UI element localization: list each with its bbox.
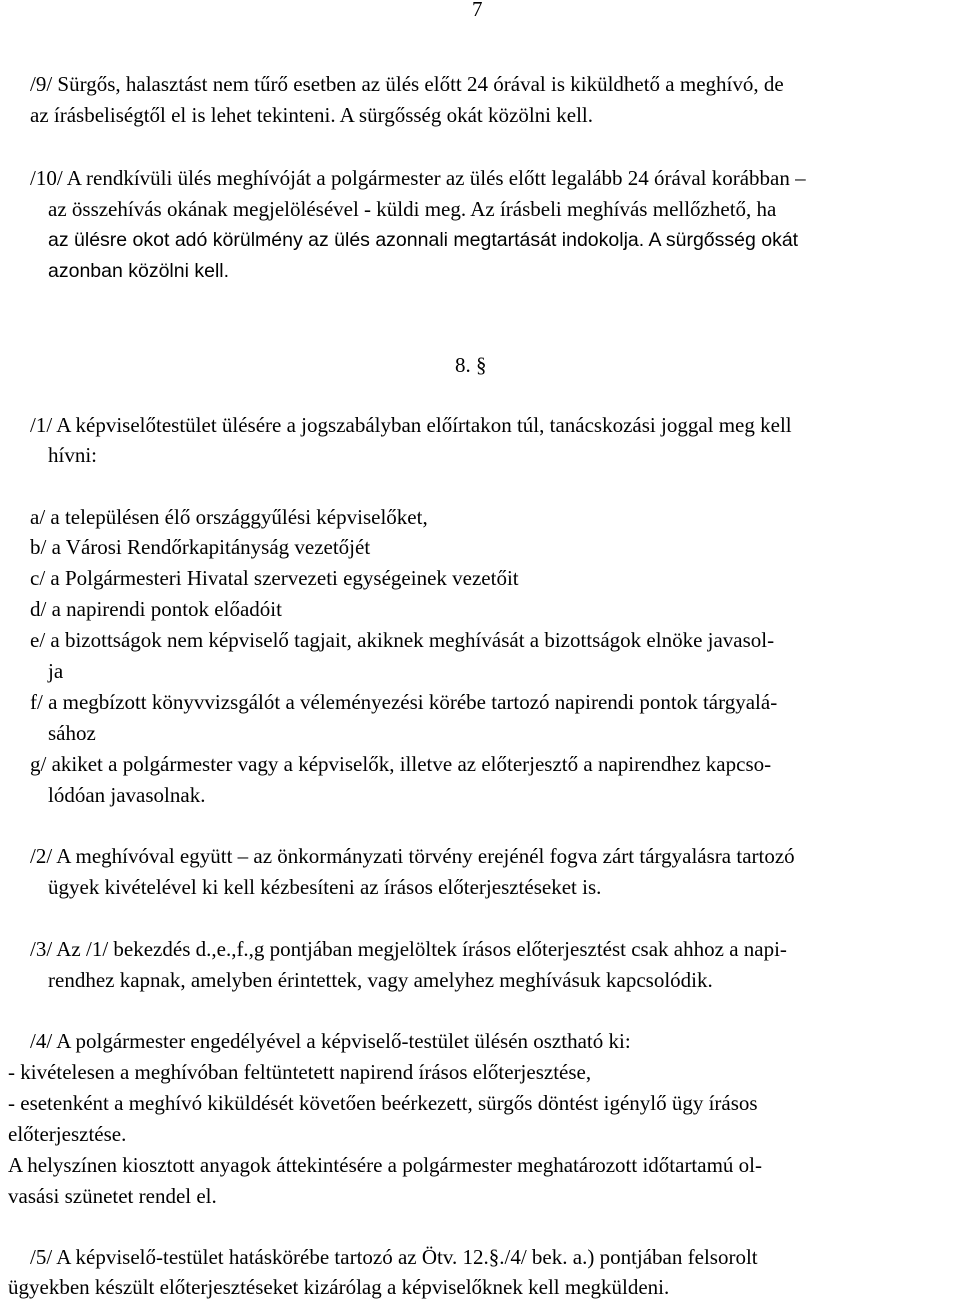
list-item: d/ a napirendi pontok előadóit xyxy=(30,597,282,621)
list-item: b/ a Városi Rendőrkapitányság vezetőjét xyxy=(30,535,371,559)
text-line: /1/ A képviselőtestület ülésére a jogszabályban előírtakon túl, tanácskozási joggal meg kell xyxy=(30,413,792,437)
text-line: ügyekben készült előterjesztéseket kizárólag a képviselőknek kell megküldeni. xyxy=(8,1275,670,1299)
section-heading: 8. § xyxy=(455,353,487,377)
text-line: /10/ A rendkívüli ülés meghívóját a polgármester az ülés előtt legalább 24 órával korábban – xyxy=(30,166,806,190)
text-line: az összehívás okának megjelölésével - küldi meg. Az írásbeli meghívás mellőzhető, ha xyxy=(48,197,777,221)
text-line: /9/ Sürgős, halasztást nem tűrő esetben az ülés előtt 24 órával is kiküldhető a meghívó, de xyxy=(30,72,784,96)
text-line: /3/ Az /1/ bekezdés d.,e.,f.,g pontjában megjelöltek írásos előterjesztést csak ahhoz a napi- xyxy=(30,937,787,961)
text-line: azonban közölni kell. xyxy=(48,260,230,282)
text-line: A helyszínen kiosztott anyagok áttekintésére a polgármester meghatározott időtartamú ol- xyxy=(8,1153,763,1177)
text-line: /4/ A polgármester engedélyével a képviselő-testület ülésén osztható ki: xyxy=(30,1029,631,1053)
text-line: előterjesztése. xyxy=(8,1122,127,1146)
text-line: - esetenként a meghívó kiküldését követően beérkezett, sürgős döntést igénylő ügy írásos xyxy=(8,1091,758,1115)
text-line: - kivételesen a meghívóban feltüntetett napirend írásos előterjesztése, xyxy=(8,1060,592,1084)
list-item: e/ a bizottságok nem képviselő tagjait, akiknek meghívását a bizottságok elnöke javasol- xyxy=(30,628,775,652)
list-item: f/ a megbízott könyvvizsgálót a véleményezési körébe tartozó napirendi pontok tárgyalá- xyxy=(30,690,778,714)
list-item: g/ akiket a polgármester vagy a képviselők, illetve az előterjesztő a napirendhez kapcso- xyxy=(30,752,772,776)
text-line: /5/ A képviselő-testület hatáskörébe tartozó az Ötv. 12.§./4/ bek. a.) pontjában felsorolt xyxy=(30,1245,758,1269)
page-number: 7 xyxy=(472,0,483,21)
text-line: rendhez kapnak, amelyben érintettek, vagy amelyhez meghívásuk kapcsolódik. xyxy=(48,968,713,992)
text-line: ügyek kivételével ki kell kézbesíteni az írásos előterjesztéseket is. xyxy=(48,875,602,899)
list-item-continuation: ja xyxy=(48,659,64,683)
list-item-continuation: lódóan javasolnak. xyxy=(48,783,206,807)
list-item: c/ a Polgármesteri Hivatal szervezeti egységeinek vezetőit xyxy=(30,566,519,590)
text-line: az ülésre okot adó körülmény az ülés azonnali megtartását indokolja. A sürgősség okát xyxy=(48,229,799,251)
list-item: a/ a településen élő országgyűlési képviselőket, xyxy=(30,505,428,529)
text-line: vasási szünetet rendel el. xyxy=(8,1184,217,1208)
list-item-continuation: sához xyxy=(48,721,96,745)
text-line: az írásbeliségtől el is lehet tekinteni. A sürgősség okát közölni kell. xyxy=(30,103,594,127)
text-line: /2/ A meghívóval együtt – az önkormányzati törvény erejénél fogva zárt tárgyalásra tartozó xyxy=(30,844,795,868)
text-line: hívni: xyxy=(48,443,98,467)
